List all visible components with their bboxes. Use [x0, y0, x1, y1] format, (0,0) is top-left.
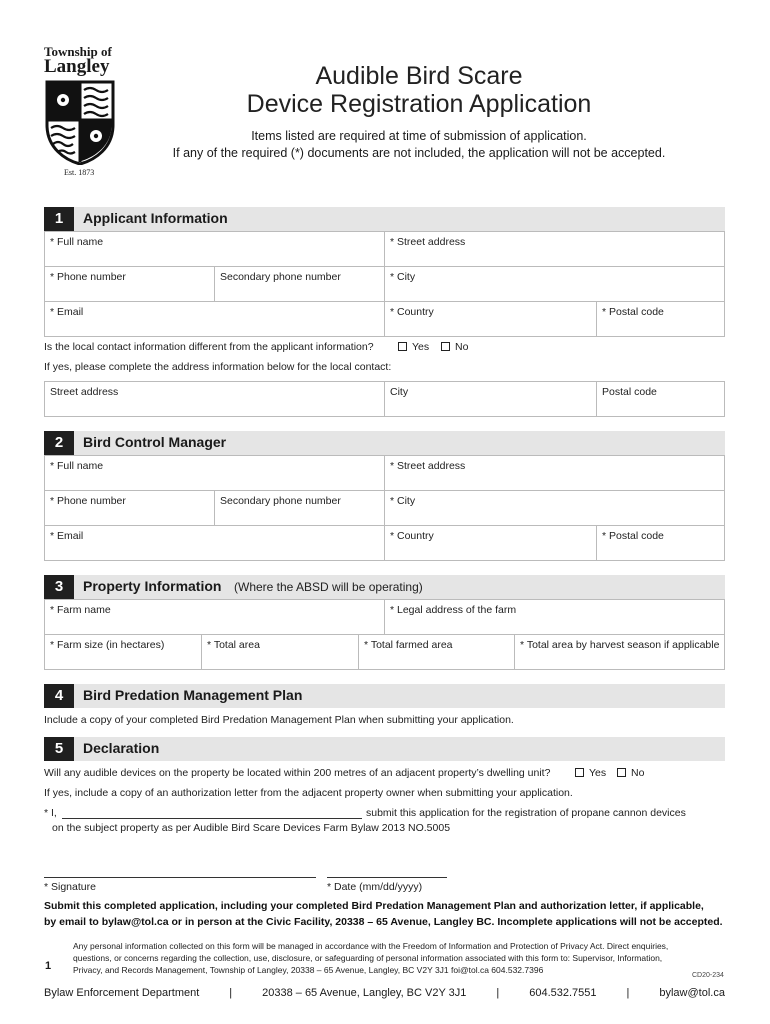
- manager-street-field[interactable]: * Street address: [384, 456, 725, 490]
- total-area-field[interactable]: * Total area: [201, 635, 358, 669]
- authorization-instruction: If yes, include a copy of an authorization letter from the adjacent property owner when submitting your application.: [44, 787, 573, 799]
- subtitle-line2: If any of the required (*) documents are not included, the application will not be accepted.: [172, 146, 666, 160]
- submit-instruction-line1: Submit this completed application, including your completed Bird Predation Management Plan and authorization letter, if applicable,: [44, 900, 704, 912]
- township-crest-icon: [45, 80, 115, 165]
- applicant-email-field[interactable]: * Email: [44, 302, 384, 336]
- local-contact-yes-option[interactable]: [398, 341, 429, 353]
- manager-full-name-field[interactable]: * Full name: [44, 456, 384, 490]
- footer-email[interactable]: bylaw@tol.ca: [659, 987, 725, 999]
- checkbox-icon[interactable]: [575, 768, 584, 777]
- applicant-info-grid: [44, 231, 725, 337]
- declaration-subject: on the subject property as per Audible Bird Scare Devices Farm Bylaw 2013 NO.5005: [52, 822, 451, 834]
- manager-city-field[interactable]: * City: [384, 491, 725, 525]
- local-contact-no-option[interactable]: [441, 341, 468, 353]
- section-2-header: [44, 431, 725, 455]
- applicant-country-field[interactable]: * Country: [384, 302, 596, 336]
- manager-country-field[interactable]: * Country: [384, 526, 596, 560]
- declarant-name-line[interactable]: [62, 818, 362, 819]
- bird-control-manager-grid: [44, 455, 725, 561]
- section-1-title: Applicant Information: [83, 210, 228, 226]
- farm-size-field[interactable]: * Farm size (in hectares): [44, 635, 201, 669]
- section-3-note: (Where the ABSD will be operating): [234, 580, 423, 594]
- property-info-grid: [44, 599, 725, 670]
- local-city-field[interactable]: City: [384, 382, 596, 416]
- section-1-header: [44, 207, 725, 231]
- dwelling-yes-option[interactable]: [575, 767, 606, 779]
- local-postal-field[interactable]: Postal code: [596, 382, 725, 416]
- subtitle-line1: Items listed are required at time of submission of application.: [251, 129, 587, 143]
- checkbox-icon[interactable]: [617, 768, 626, 777]
- local-contact-no-label: No: [455, 341, 469, 353]
- section-3-number: 3: [44, 575, 74, 599]
- signature-line[interactable]: [44, 877, 316, 878]
- section-5-title: Declaration: [83, 740, 160, 756]
- applicant-postal-field[interactable]: * Postal code: [596, 302, 725, 336]
- signature-label: * Signature: [44, 881, 96, 893]
- manager-email-field[interactable]: * Email: [44, 526, 384, 560]
- farm-name-field[interactable]: * Farm name: [44, 600, 384, 634]
- privacy-line1: Any personal information collected on this form will be managed in accordance with the Freedom of Information and Protection of Privacy Act. Direct enquiries,: [73, 941, 669, 951]
- section-4-number: 4: [44, 684, 74, 708]
- footer-address: 20338 – 65 Avenue, Langley, BC V2Y 3J1: [262, 987, 467, 999]
- declaration-suffix: submit this application for the registration of propane cannon devices: [366, 807, 686, 819]
- logo-est-text: Est. 1873: [64, 168, 95, 177]
- total-farmed-area-field[interactable]: * Total farmed area: [358, 635, 514, 669]
- manager-phone2-field[interactable]: Secondary phone number: [214, 491, 384, 525]
- section-5-header: [44, 737, 725, 761]
- section-4-title: Bird Predation Management Plan: [83, 687, 303, 703]
- date-line[interactable]: [327, 877, 447, 878]
- privacy-line3: Privacy, and Records Management, Township of Langley, 20338 – 65 Avenue, Langley, BC V2Y 3J1 foi@tol.ca 604.532.7396: [73, 965, 544, 975]
- applicant-phone2-field[interactable]: Secondary phone number: [214, 267, 384, 301]
- dwelling-question: Will any audible devices on the property be located within 200 metres of an adjacent property’s dwelling unit?: [44, 767, 551, 779]
- form-title-line1: Audible Bird Scare: [315, 62, 523, 90]
- local-street-field[interactable]: Street address: [44, 382, 384, 416]
- section-2-number: 2: [44, 431, 74, 455]
- applicant-phone-field[interactable]: * Phone number: [44, 267, 214, 301]
- section-4-instruction: Include a copy of your completed Bird Predation Management Plan when submitting your application.: [44, 714, 514, 726]
- section-1-number: 1: [44, 207, 74, 231]
- footer-separator: |: [229, 987, 233, 999]
- applicant-full-name-field[interactable]: * Full name: [44, 232, 384, 266]
- footer-separator: |: [496, 987, 500, 999]
- checkbox-icon[interactable]: [398, 342, 407, 351]
- page-footer: [44, 987, 725, 999]
- applicant-street-field[interactable]: * Street address: [384, 232, 725, 266]
- submit-instruction-line2: by email to bylaw@tol.ca or in person at the Civic Facility, 20338 – 65 Avenue, Langley BC. Incomplete applications will not be accepted.: [44, 916, 723, 928]
- date-label: * Date (mm/dd/yyyy): [327, 881, 423, 893]
- local-contact-yes-label: Yes: [412, 341, 430, 353]
- section-3-header: [44, 575, 725, 599]
- section-4-header: [44, 684, 725, 708]
- section-5-number: 5: [44, 737, 74, 761]
- footer-separator: |: [626, 987, 630, 999]
- local-contact-grid: [44, 381, 725, 417]
- logo-langley-text: Langley: [44, 56, 110, 77]
- form-title-line2: Device Registration Application: [246, 90, 592, 118]
- manager-phone-field[interactable]: * Phone number: [44, 491, 214, 525]
- checkbox-icon[interactable]: [441, 342, 450, 351]
- footer-department: Bylaw Enforcement Department: [44, 987, 200, 999]
- applicant-city-field[interactable]: * City: [384, 267, 725, 301]
- footer-phone: 604.532.7551: [529, 987, 597, 999]
- manager-postal-field[interactable]: * Postal code: [596, 526, 725, 560]
- local-contact-question: Is the local contact information different from the applicant information?: [44, 341, 374, 353]
- form-code: CD20-234: [692, 972, 724, 979]
- logo-township-text: Township of: [44, 44, 112, 59]
- section-3-title: Property Information: [83, 578, 222, 594]
- dwelling-yes-label: Yes: [589, 767, 607, 779]
- section-2-title: Bird Control Manager: [83, 434, 227, 450]
- privacy-line2: questions, or concerns regarding the collection, use, disclosure, or safeguarding of personal information associated with this form to: Supervisor, Information,: [73, 953, 663, 963]
- local-contact-instruction: If yes, please complete the address information below for the local contact:: [44, 361, 392, 373]
- page-number: 1: [45, 960, 52, 972]
- dwelling-no-label: No: [631, 767, 645, 779]
- declaration-prefix: * I,: [44, 807, 57, 819]
- dwelling-no-option[interactable]: [617, 767, 644, 779]
- legal-address-field[interactable]: * Legal address of the farm: [384, 600, 725, 634]
- harvest-area-field[interactable]: * Total area by harvest season if applicable: [514, 635, 725, 669]
